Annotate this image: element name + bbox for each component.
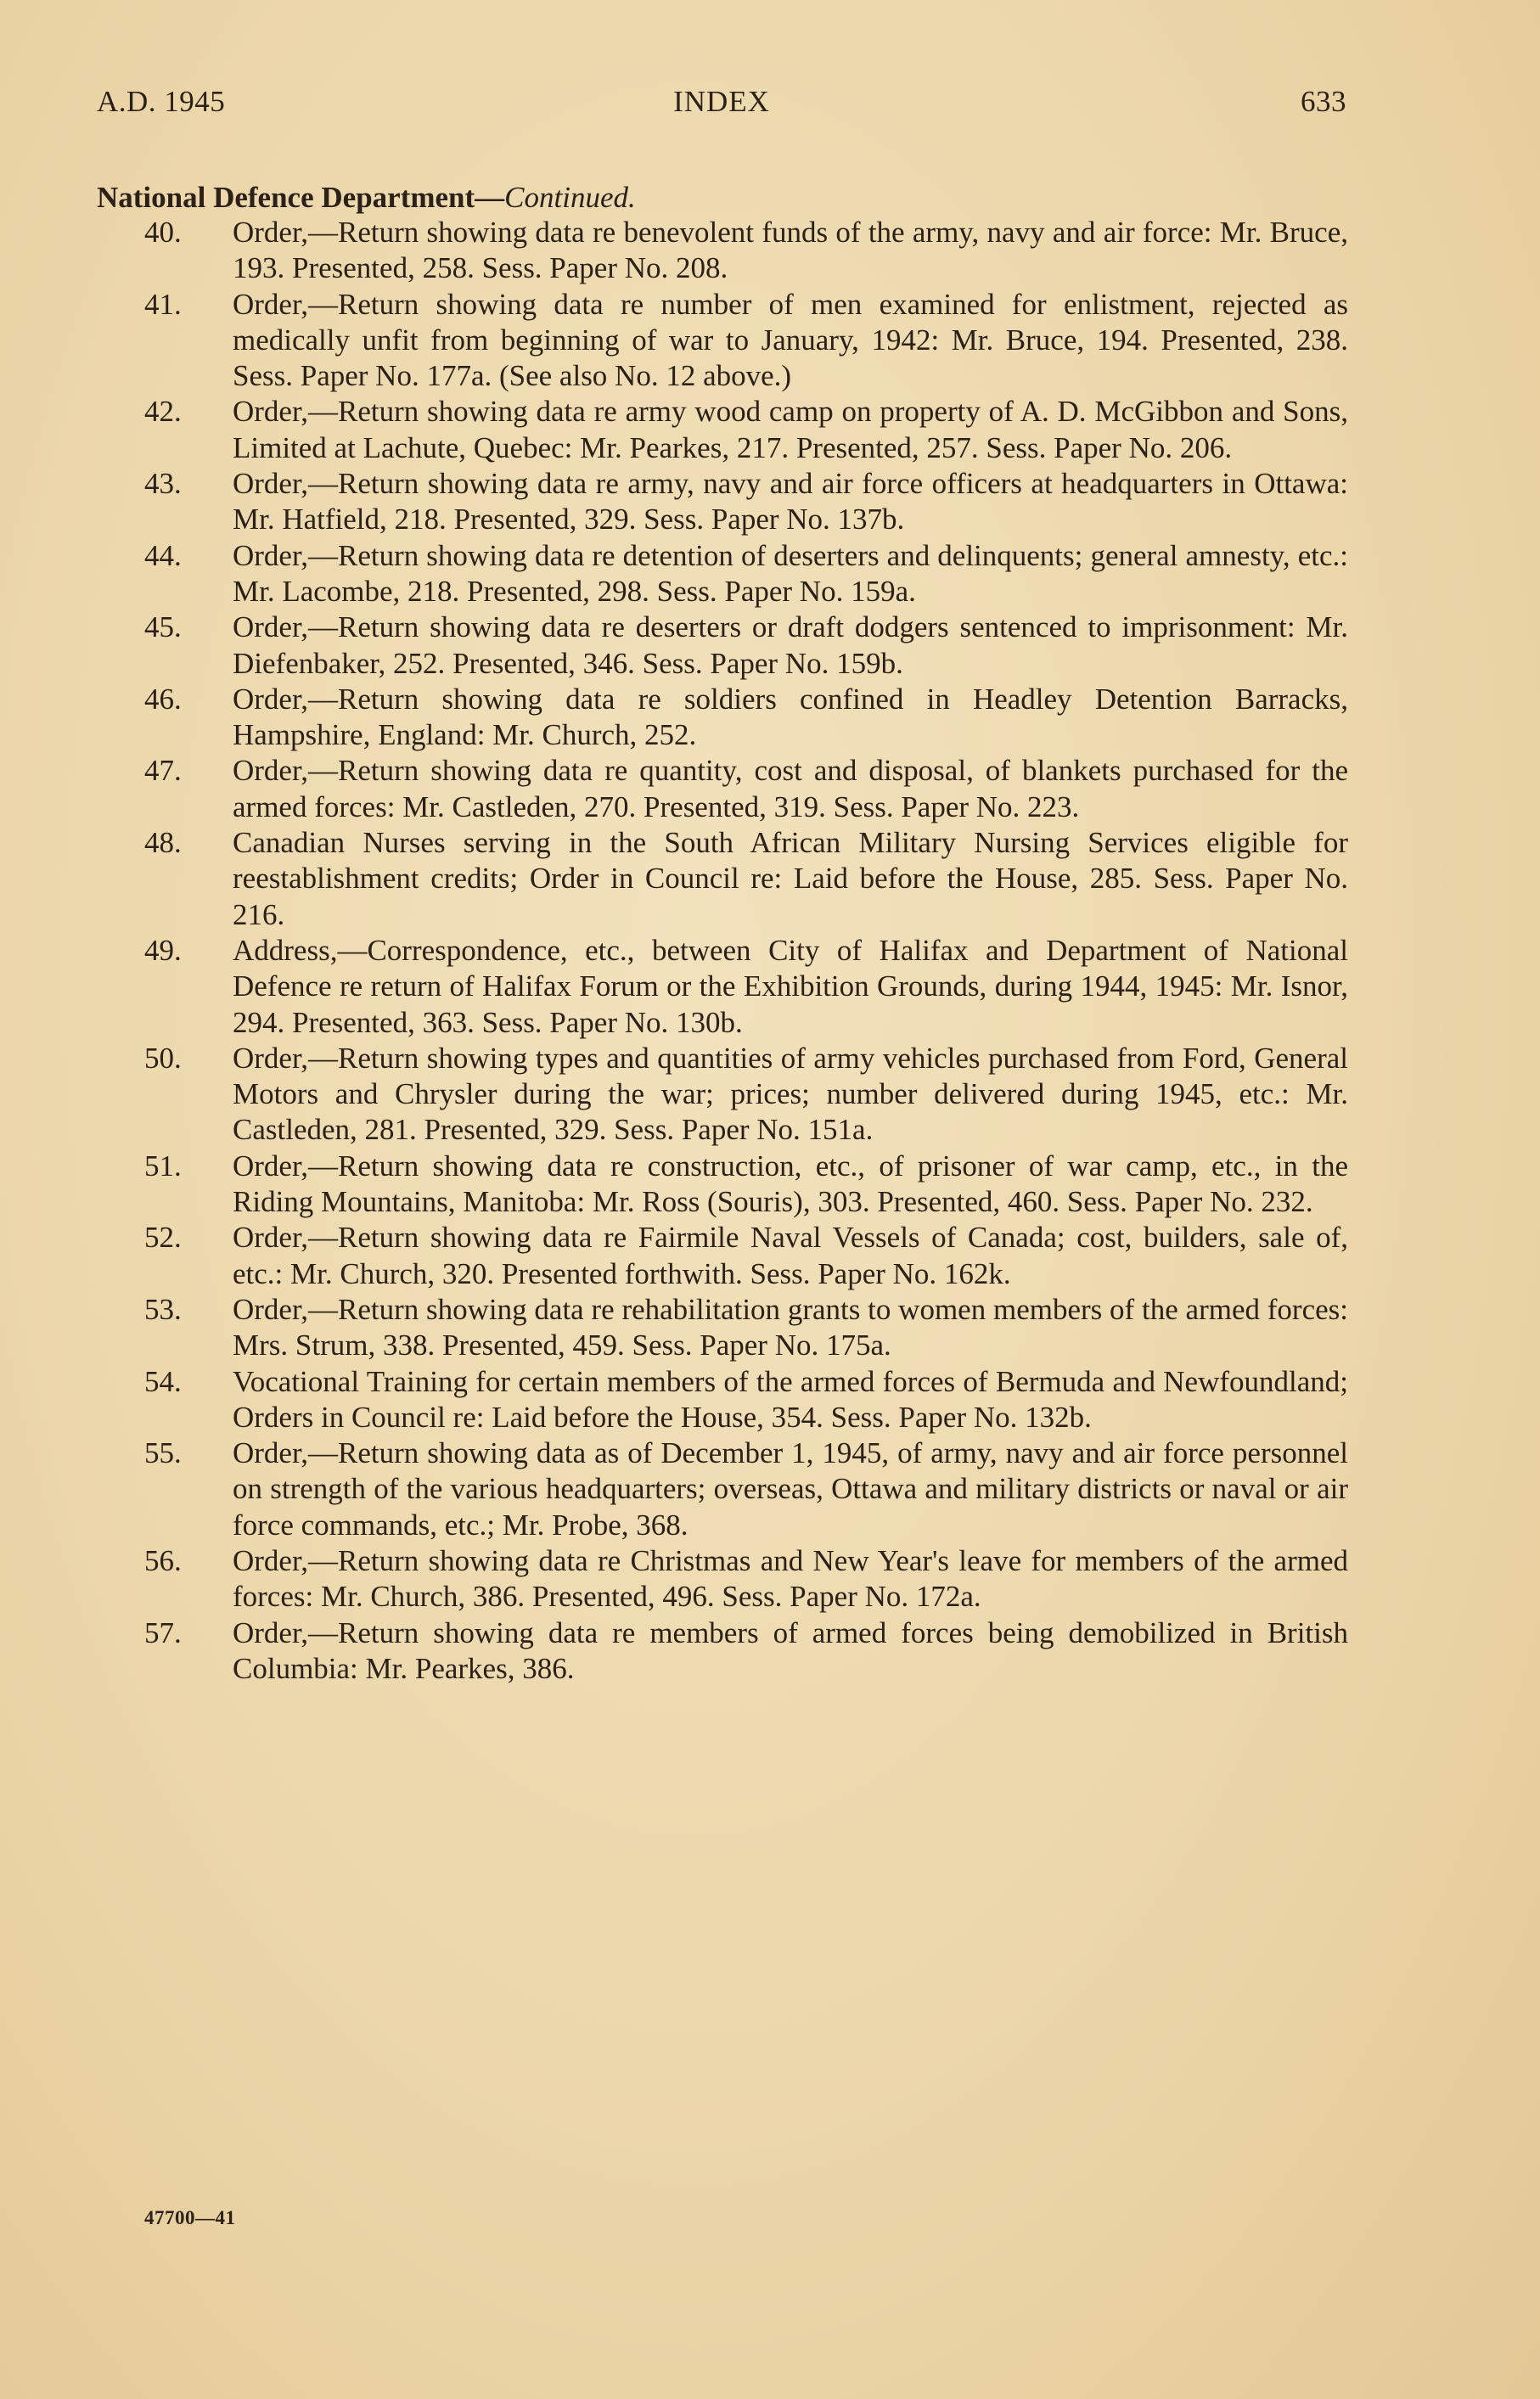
index-entry: [144, 1364, 1348, 1436]
entry-number: 41.: [144, 287, 182, 321]
index-entries-list: [144, 215, 1348, 1687]
section-title: National Defence Department: [97, 181, 475, 214]
entry-text: Canadian Nurses serving in the South African Military Nursing Services eligible for reestablishment credits; Order in Council re: Laid before the House, 285. Sess. Paper No. 216.: [233, 826, 1348, 931]
entry-number: 45.: [144, 610, 182, 644]
entry-number: 49.: [144, 933, 182, 967]
index-entry: [144, 287, 1348, 395]
entry-text: Order,—Return showing data as of December 1, 1945, of army, navy and air force personnel on strength of the various headquarters; overseas, Ottawa and military districts or naval or air force commands, etc.; Mr. Probe, 368.: [233, 1436, 1348, 1542]
index-entry: [144, 1292, 1348, 1364]
running-head: [97, 85, 1346, 129]
entry-number: 56.: [144, 1543, 182, 1577]
index-entry: [144, 610, 1348, 682]
entry-number: 47.: [144, 754, 182, 788]
index-entry: [144, 1220, 1348, 1292]
index-entry: [144, 215, 1348, 287]
entry-text: Vocational Training for certain members of the armed forces of Bermuda and Newfoundland; Orders in Council re: Laid before the House, 354. Sess. Paper No. 132b.: [233, 1364, 1348, 1434]
entry-text: Order,—Return showing data re detention of deserters and delinquents; general amnesty, etc.: Mr. Lacombe, 218. Presented, 298. Sess. Paper No. 159a.: [233, 538, 1348, 608]
entry-number: 43.: [144, 467, 182, 501]
entry-number: 40.: [144, 216, 182, 249]
entry-text: Order,—Return showing data re Fairmile Naval Vessels of Canada; cost, builders, sale of, etc.: Mr. Church, 320. Presented forthwith. Sess. Paper No. 162k.: [233, 1221, 1348, 1290]
index-entry: [144, 933, 1348, 1041]
index-entry: [144, 466, 1348, 538]
entry-number: 52.: [144, 1221, 182, 1255]
index-entry: [144, 538, 1348, 610]
entry-text: Order,—Return showing types and quantities of army vehicles purchased from Ford, General Motors and Chrysler during the war; prices; number delivered during 1945, etc.: Mr. Castleden, 281. Presented, 329. Sess. Paper No. 151a.: [233, 1041, 1348, 1147]
entry-number: 53.: [144, 1292, 182, 1326]
entry-text: Order,—Return showing data re rehabilitation grants to women members of the armed forces: Mrs. Strum, 338. Presented, 459. Sess. Paper No. 175a.: [233, 1292, 1348, 1362]
entry-text: Order,—Return showing data re construction, etc., of prisoner of war camp, etc., in the Riding Mountains, Manitoba: Mr. Ross (Souris), 303. Presented, 460. Sess. Paper No. 232.: [233, 1149, 1348, 1219]
section-dash: —: [475, 181, 505, 214]
entry-text: Order,—Return showing data re benevolent funds of the army, navy and air force: Mr. Bruce, 193. Presented, 258. Sess. Paper No. 208.: [233, 216, 1348, 285]
entry-number: 54.: [144, 1364, 182, 1398]
entry-text: Order,—Return showing data re army wood camp on property of A. D. McGibbon and Sons, Limited at Lachute, Quebec: Mr. Pearkes, 217. Presented, 257. Sess. Paper No. 206.: [233, 395, 1348, 464]
entry-text: Order,—Return showing data re quantity, cost and disposal, of blankets purchased for the armed forces: Mr. Castleden, 270. Presented, 319. Sess. Paper No. 223.: [233, 754, 1348, 823]
index-entry: [144, 1435, 1348, 1543]
index-entry: [144, 1615, 1348, 1688]
entry-text: Order,—Return showing data re number of men examined for enlistment, rejected as medically unfit from beginning of war to January, 1942: Mr. Bruce, 194. Presented, 238. Sess. Paper No. 177a. (See also No. 12 above.): [233, 287, 1348, 393]
footer-code: 47700—41: [144, 2207, 236, 2228]
index-entry: [144, 753, 1348, 825]
section-heading: [97, 180, 636, 216]
entry-number: 48.: [144, 826, 182, 860]
index-entry: [144, 394, 1348, 466]
entry-number: 57.: [144, 1615, 182, 1649]
index-entry: [144, 682, 1348, 754]
index-entry: [144, 1543, 1348, 1615]
index-entry: [144, 825, 1348, 933]
entry-text: Address,—Correspondence, etc., between City of Halifax and Department of National Defence re return of Halifax Forum or the Exhibition Grounds, during 1944, 1945: Mr. Isnor, 294. Presented, 363. Sess. Paper No. 130b.: [233, 933, 1348, 1039]
index-entry: [144, 1041, 1348, 1149]
page-number: 633: [1301, 85, 1346, 118]
entry-text: Order,—Return showing data re members of armed forces being demobilized in British Columbia: Mr. Pearkes, 386.: [233, 1615, 1348, 1685]
entry-text: Order,—Return showing data re deserters or draft dodgers sentenced to imprisonment: Mr. Diefenbaker, 252. Presented, 346. Sess. Paper No. 159b.: [233, 610, 1348, 680]
header-year: A.D. 1945: [97, 85, 226, 118]
entry-text: Order,—Return showing data re soldiers confined in Headley Detention Barracks, Hampshire, England: Mr. Church, 252.: [233, 682, 1348, 752]
entry-number: 44.: [144, 538, 182, 572]
entry-number: 42.: [144, 395, 182, 429]
entry-number: 55.: [144, 1436, 182, 1470]
index-entry: [144, 1149, 1348, 1221]
entry-number: 50.: [144, 1041, 182, 1075]
entry-text: Order,—Return showing data re Christmas and New Year's leave for members of the armed forces: Mr. Church, 386. Presented, 496. Sess. Paper No. 172a.: [233, 1543, 1348, 1614]
entry-number: 46.: [144, 682, 182, 716]
entry-number: 51.: [144, 1149, 182, 1183]
header-title: INDEX: [673, 85, 770, 118]
section-continued: Continued.: [504, 181, 636, 214]
entry-text: Order,—Return showing data re army, navy and air force officers at headquarters in Ottawa: Mr. Hatfield, 218. Presented, 329. Sess. Paper No. 137b.: [233, 467, 1348, 537]
